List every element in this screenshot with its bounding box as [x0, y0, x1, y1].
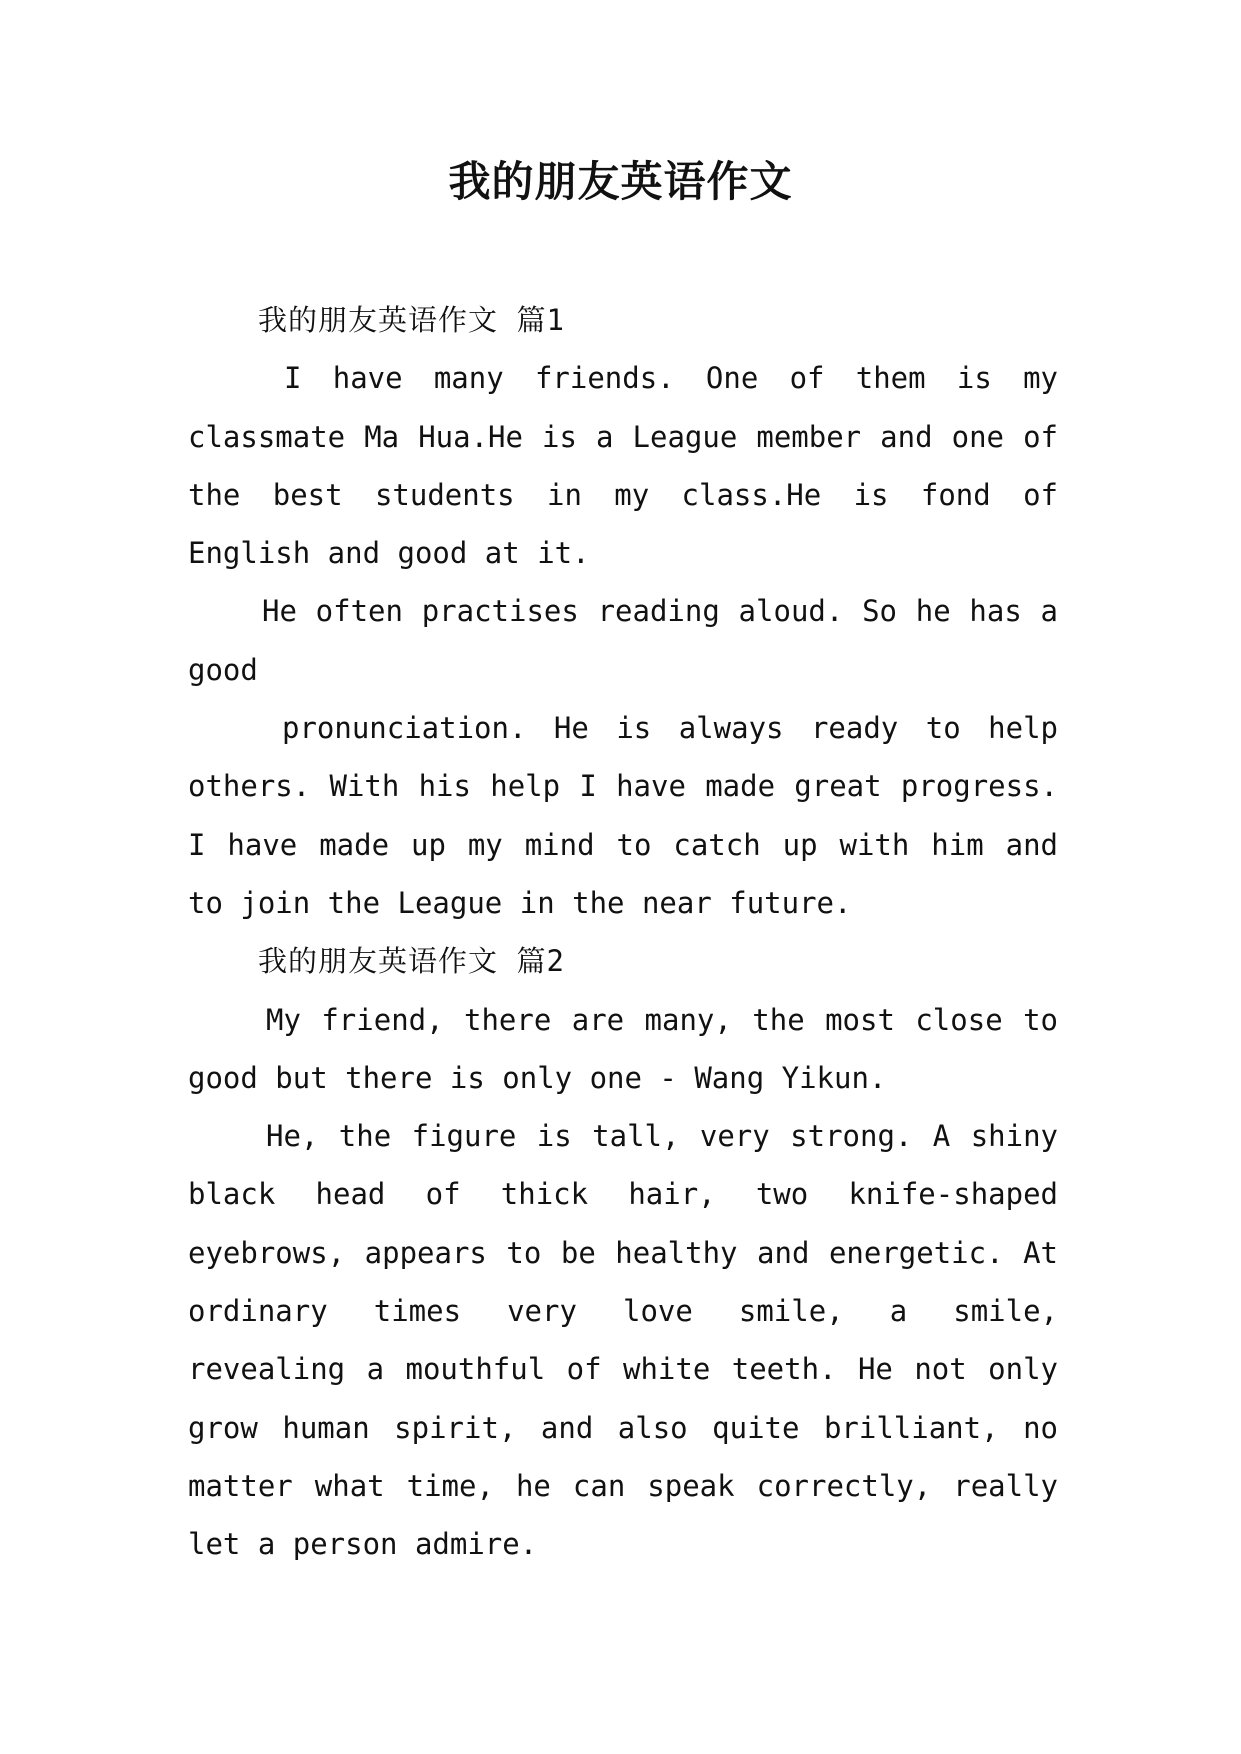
document-body [188, 291, 1058, 1574]
document-title: 我的朋友英语作文 [448, 157, 793, 206]
paragraph: He often practises reading aloud. So he has a good [188, 594, 1058, 687]
section-heading: 我的朋友英语作文 篇2 [258, 944, 565, 979]
paragraph: My friend, there are many, the most close to good but there is only one - Wang Yikun. [188, 1002, 1058, 1095]
paragraph: I have many friends. One of them is my classmate Ma Hua.He is a League member and one of the best students in my class.He is fond of English and good at it. [188, 361, 1058, 571]
paragraph: pronunciation. He is always ready to help others. With his help I have made great progress. I have made up my mind to catch up with him and to join the League in the near future. [188, 711, 1058, 920]
paragraph: He, the figure is tall, very strong. A shiny black head of thick hair, two knife-shaped eyebrows, appears to be healthy and energetic. At ordinary times very love smile, a smile, revealing a mouthful of white teeth. He not only grow human spirit, and also quite brilliant, no matter what time, he can speak correctly, really let a person admire. [188, 1119, 1058, 1562]
section-heading: 我的朋友英语作文 篇1 [258, 303, 565, 337]
